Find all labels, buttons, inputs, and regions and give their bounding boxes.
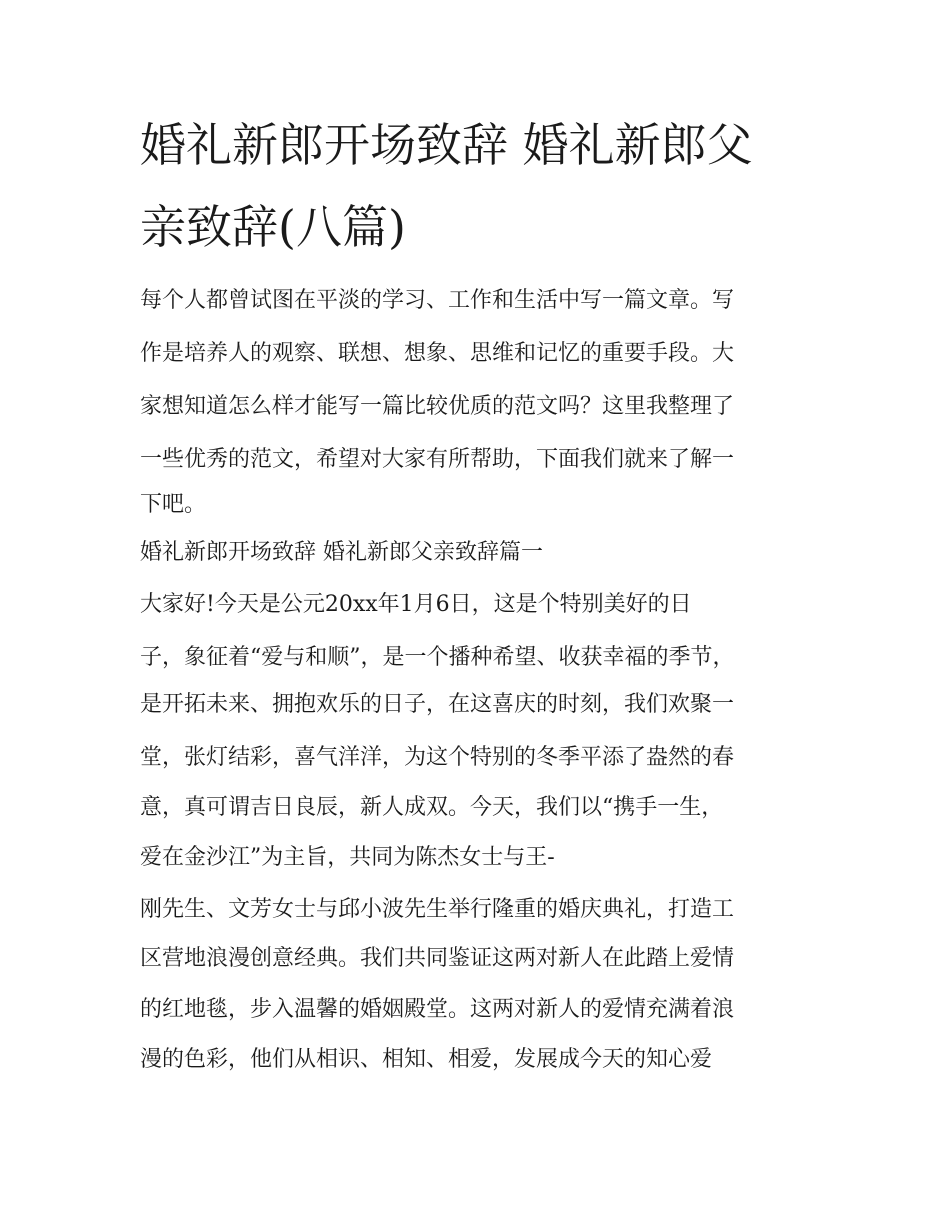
- document-title-line-1: 婚礼新郎开场致辞 婚礼新郎父: [140, 118, 753, 172]
- body-line: 作是培养人的观察、联想、想象、思维和记忆的重要手段。大: [140, 341, 735, 366]
- body-line: 家想知道怎么样才能写一篇比较优质的范文吗？这里我整理了: [140, 394, 735, 419]
- body-line: 子，象征着“爱与和顺”，是一个播种希望、收获幸福的季节，: [140, 645, 735, 670]
- body-line: 是开拓未来、拥抱欢乐的日子，在这喜庆的时刻，我们欢聚一: [140, 692, 735, 717]
- body-line: 爱在金沙江”为主旨，共同为陈杰女士与王-: [140, 845, 555, 870]
- body-line: 刚先生、文芳女士与邱小波先生举行隆重的婚庆典礼，打造工: [140, 897, 735, 922]
- section-heading: 婚礼新郎开场致辞 婚礼新郎父亲致辞篇一: [140, 540, 543, 565]
- body-line: 意，真可谓吉日良辰，新人成双。今天，我们以“携手一生，: [140, 795, 724, 820]
- body-line: 下吧。: [140, 492, 207, 517]
- document-title-line-2: 亲致辞(八篇): [140, 200, 406, 254]
- body-line: 堂，张灯结彩，喜气洋洋，为这个特别的冬季平添了盎然的春: [140, 745, 735, 770]
- body-line: 大家好!今天是公元20xx年1月6日，这是个特别美好的日: [140, 592, 692, 617]
- body-line: 的红地毯，步入温馨的婚姻殿堂。这两对新人的爱情充满着浪: [140, 997, 735, 1022]
- body-line: 漫的色彩，他们从相识、相知、相爱，发展成今天的知心爱: [140, 1047, 713, 1072]
- body-line: 区营地浪漫创意经典。我们共同鉴证这两对新人在此踏上爱情: [140, 946, 735, 971]
- body-line: 每个人都曾试图在平淡的学习、工作和生活中写一篇文章。写: [140, 288, 735, 313]
- body-line: 一些优秀的范文，希望对大家有所帮助，下面我们就来了解一: [140, 447, 735, 472]
